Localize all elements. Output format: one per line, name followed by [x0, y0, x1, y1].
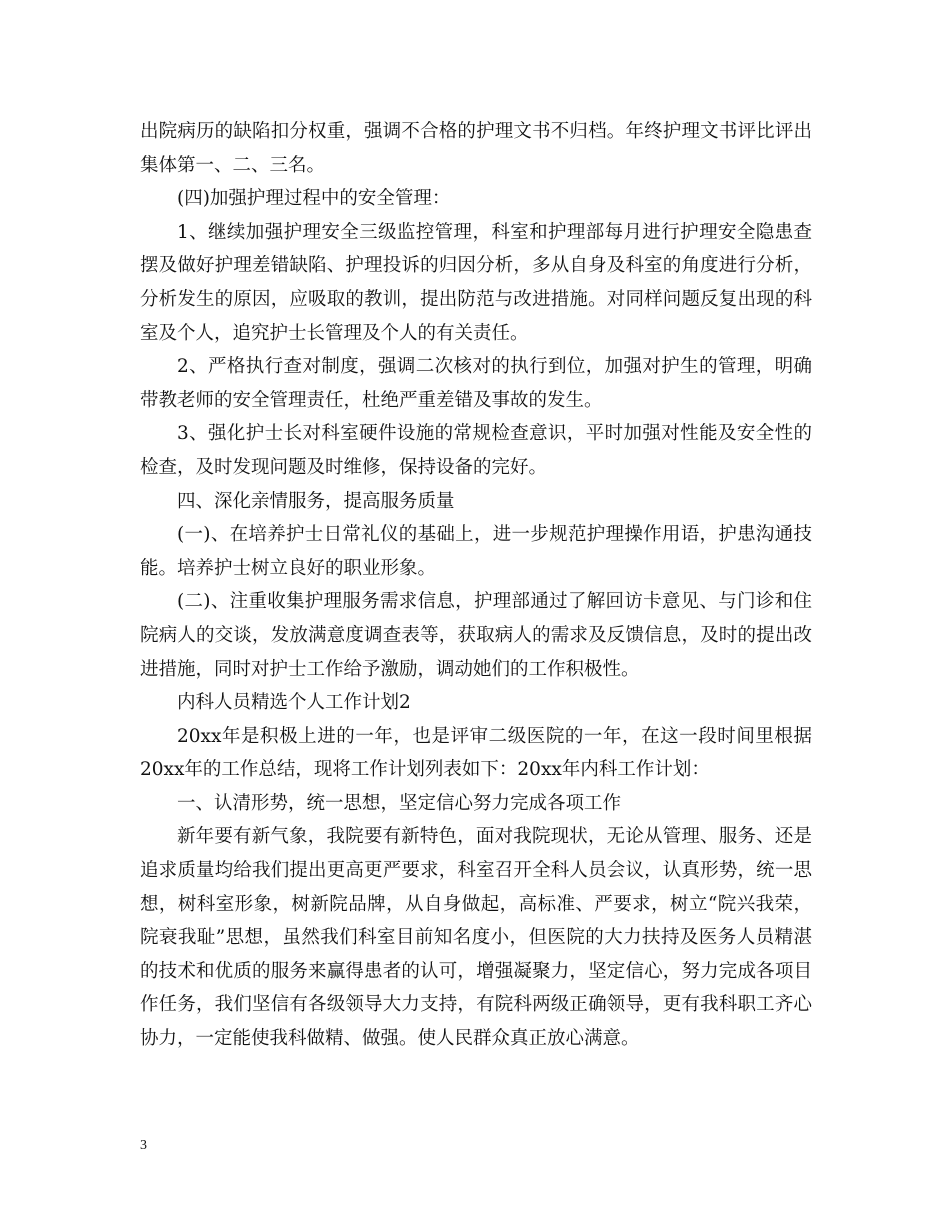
- document-body: [140, 115, 812, 1056]
- paragraph-3: 1、继续加强护理安全三级监控管理，科室和护理部每月进行护理安全隐患查摆及做好护理差错缺陷、护理投诉的归因分析，多从自身及科室的角度进行分析，分析发生的原因，应吸取的教训，提出防范与改进措施。对同样问题反复出现的科室及个人，追究护士长管理及个人的有关责任。: [140, 221, 812, 344]
- section-heading-4: 四、深化亲情服务，提高服务质量: [177, 490, 455, 512]
- document-subtitle: 内科人员精选个人工作计划2: [177, 692, 411, 714]
- paragraph-5: 3、强化护士长对科室硬件设施的常规检查意识，平时加强对性能及安全性的检查，及时发现问题及时维修，保持设备的完好。: [140, 423, 812, 478]
- paragraph-10: 20xx年是积极上进的一年，也是评审二级医院的一年，在这一段时间里根据20xx年的工作总结，现将工作计划列表如下：20xx年内科工作计划：: [140, 725, 812, 781]
- paragraph-1: 出院病历的缺陷扣分权重，强调不合格的护理文书不归档。年终护理文书评比评出集体第一、二、三名。: [140, 121, 812, 176]
- paragraph-12: 新年要有新气象，我院要有新特色，面对我院现状，无论从管理、服务、还是追求质量均给我们提出更高更严要求，科室召开全科人员会议，认真形势，统一思想，树科室形象，树新院品牌，从自身做起，高标准、严要求，树立“院兴我荣，院衰我耻”思想，虽然我们科室目前知名度小，但医院的大力扶持及医务人员精湛的技术和优质的服务来赢得患者的认可，增强凝聚力，坚定信心，努力完成各项目作任务，我们坚信有各级领导大力支持，有院科两级正确领导，更有我科职工齐心协力，一定能使我科做精、做强。使人民群众真正放心满意。: [140, 826, 812, 1050]
- paragraph-8: (二)、注重收集护理服务需求信息，护理部通过了解回访卡意见、与门诊和住院病人的交谈，发放满意度调查表等，获取病人的需求及反馈信息，及时的提出改进措施，同时对护士工作给予激励，调动她们的工作积极性。: [140, 591, 812, 680]
- paragraph-7: (一)、在培养护士日常礼仪的基础上，进一步规范护理操作用语，护患沟通技能。培养护士树立良好的职业形象。: [140, 524, 812, 579]
- page-number: 3: [140, 1138, 147, 1153]
- paragraph-4: 2、严格执行查对制度，强调二次核对的执行到位，加强对护生的管理，明确带教老师的安全管理责任，杜绝严重差错及事故的发生。: [140, 356, 812, 411]
- paragraph-2: (四)加强护理过程中的安全管理：: [177, 188, 451, 210]
- section-heading-1: 一、认清形势，统一思想，坚定信心努力完成各项工作: [177, 792, 622, 814]
